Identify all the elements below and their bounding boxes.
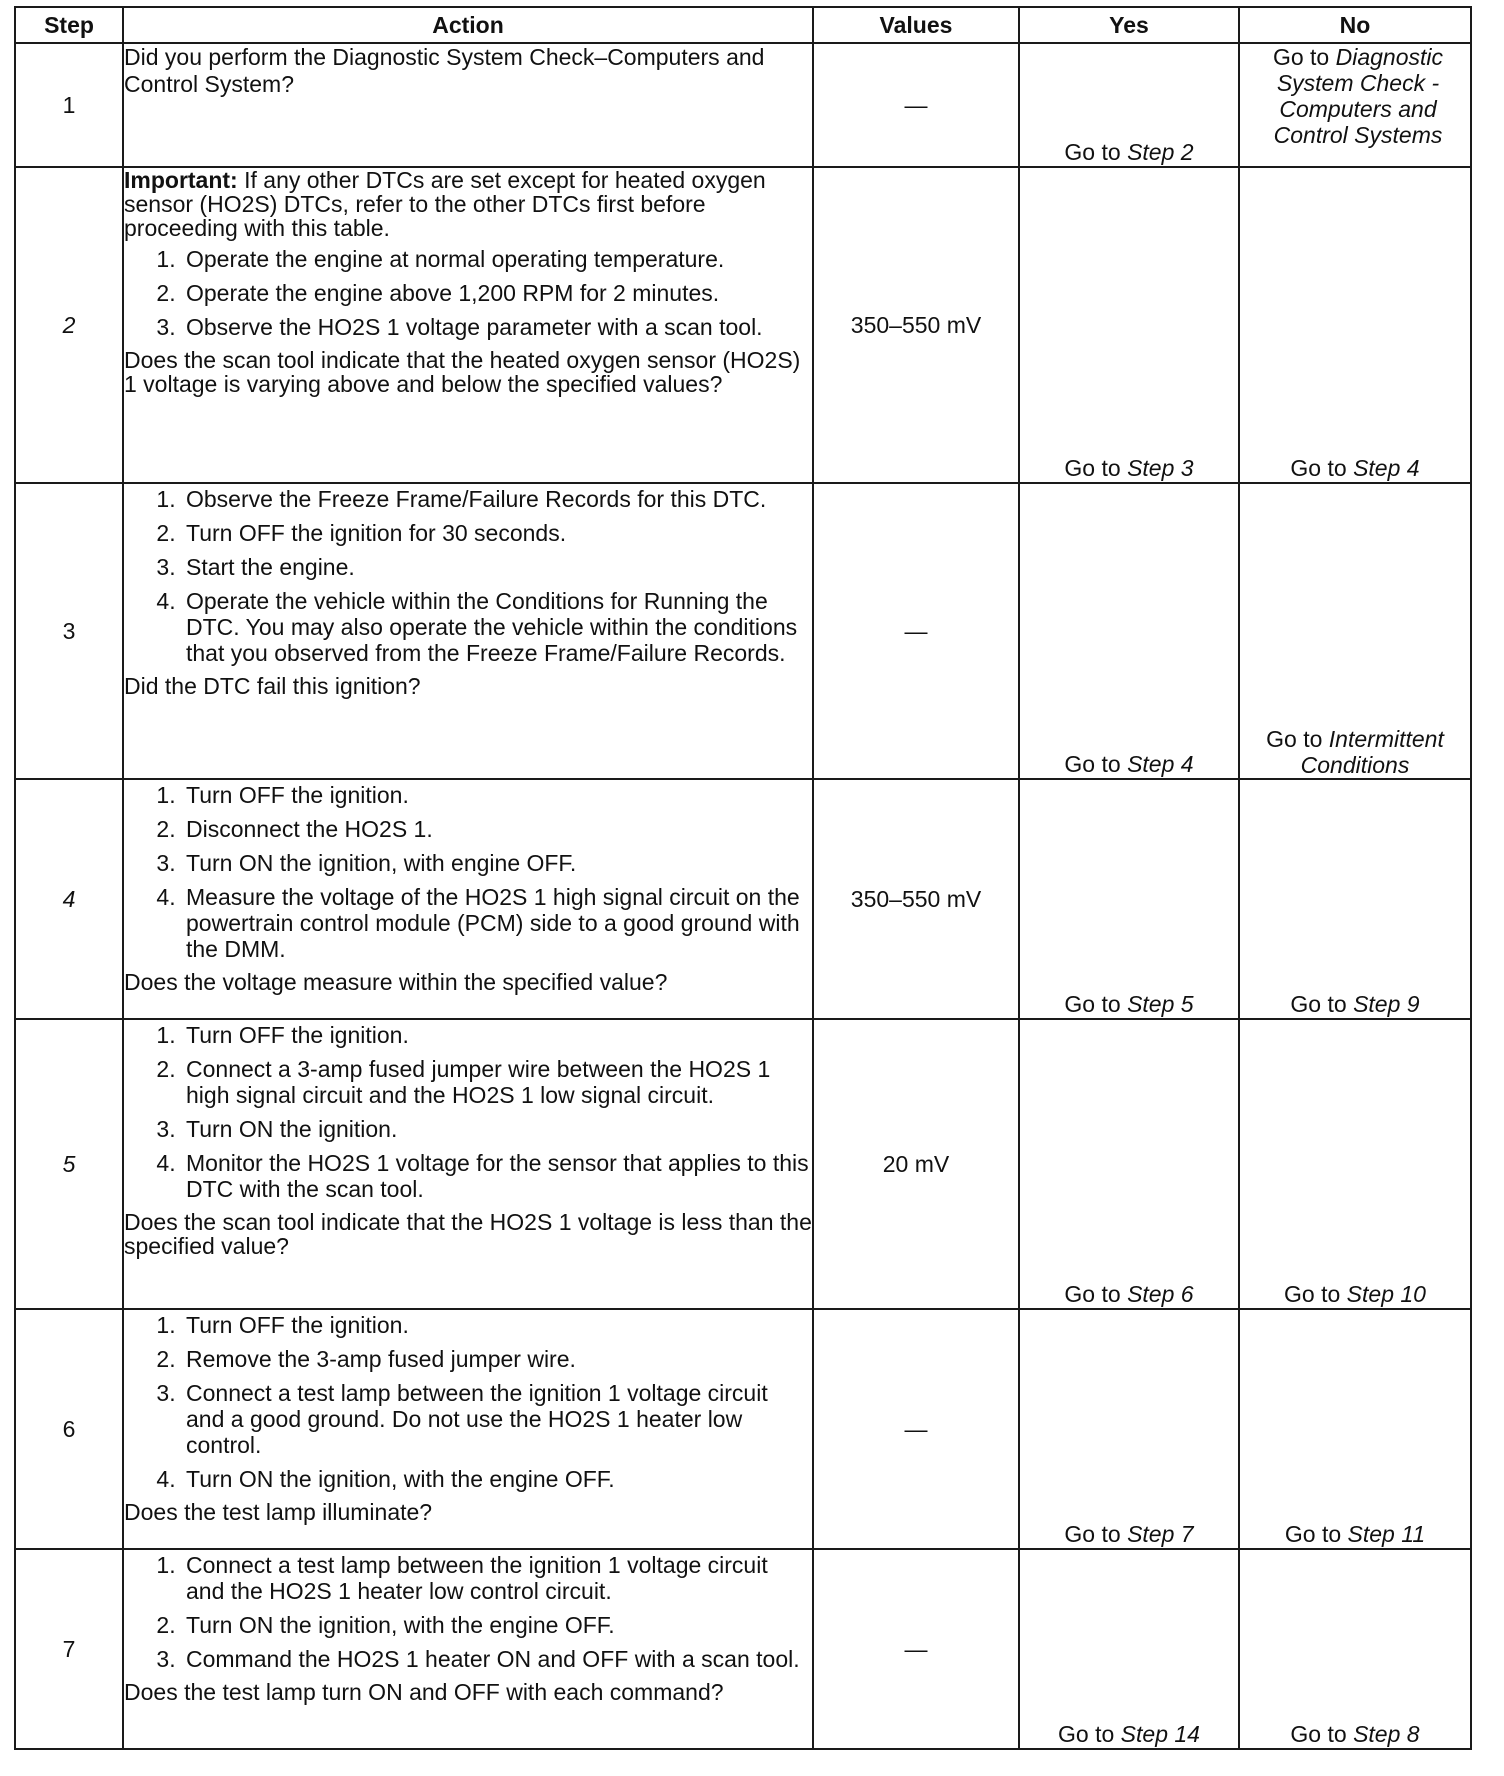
yes-prefix: Go to	[1064, 455, 1128, 481]
no-target-link[interactable]: Step 8	[1353, 1721, 1420, 1747]
yes-prefix: Go to	[1058, 1721, 1121, 1747]
list-item: 1. Turn OFF the ignition.	[182, 1312, 812, 1338]
action-cell	[123, 43, 813, 167]
question-text: Does the test lamp turn ON and OFF with each command?	[124, 1679, 724, 1705]
yes-target-link[interactable]: Step 5	[1127, 991, 1194, 1017]
no-cell	[1239, 43, 1471, 167]
yes-target-link[interactable]: Step 6	[1127, 1281, 1194, 1307]
header-step: Step	[15, 7, 123, 43]
list-item: 2. Turn ON the ignition, with the engine OFF.	[182, 1612, 812, 1638]
header-yes: Yes	[1019, 7, 1239, 43]
header-row	[15, 7, 1471, 43]
no-cell	[1239, 167, 1471, 483]
yes-prefix: Go to	[1064, 991, 1128, 1017]
question-text: Does the voltage measure within the specified value?	[124, 969, 668, 995]
question-text: Does the scan tool indicate that the heated oxygen sensor (HO2S) 1 voltage is varying above and below the specified values?	[124, 347, 801, 397]
step-number: 6	[15, 1309, 123, 1549]
question-text: Did the DTC fail this ignition?	[124, 673, 421, 699]
yes-cell	[1019, 167, 1239, 483]
important-note	[124, 168, 812, 240]
no-cell	[1239, 1549, 1471, 1749]
list-item: 4. Operate the vehicle within the Conditions for Running the DTC. You may also operate the vehicle within the conditions that you observed from the Freeze Frame/Failure Records.	[182, 588, 812, 666]
action-cell	[123, 167, 813, 483]
value-cell: —	[813, 1309, 1019, 1549]
yes-target-link[interactable]: Step 2	[1127, 139, 1194, 165]
table-row	[15, 1019, 1471, 1309]
no-cell	[1239, 483, 1471, 779]
no-target-link[interactable]: Intermittent Conditions	[1300, 726, 1444, 778]
value-cell: 20 mV	[813, 1019, 1019, 1309]
table-row	[15, 1309, 1471, 1549]
list-item: 3. Observe the HO2S 1 voltage parameter with a scan tool.	[182, 314, 812, 340]
no-prefix: Go to	[1284, 1281, 1347, 1307]
header-values: Values	[813, 7, 1019, 43]
procedure-list	[124, 246, 812, 340]
table-row	[15, 779, 1471, 1019]
list-item: 3. Turn ON the ignition, with engine OFF.	[182, 850, 812, 876]
list-item: 2. Connect a 3-amp fused jumper wire between the HO2S 1 high signal circuit and the HO2S 1 low signal circuit.	[182, 1056, 812, 1108]
step-number: 3	[15, 483, 123, 779]
table-row	[15, 483, 1471, 779]
action-cell	[123, 779, 813, 1019]
step-number: 1	[15, 43, 123, 167]
yes-cell	[1019, 1019, 1239, 1309]
procedure-list	[124, 486, 812, 666]
important-label: Important:	[124, 167, 238, 193]
header-action: Action	[123, 7, 813, 43]
no-prefix: Go to	[1266, 726, 1329, 752]
procedure-list	[124, 1022, 812, 1202]
no-cell	[1239, 1019, 1471, 1309]
list-item: 1. Connect a test lamp between the ignition 1 voltage circuit and the HO2S 1 heater low control circuit.	[182, 1552, 812, 1604]
no-prefix: Go to	[1272, 44, 1336, 70]
action-cell	[123, 1309, 813, 1549]
no-target-link[interactable]: Step 11	[1347, 1521, 1426, 1547]
question-text: Does the test lamp illuminate?	[124, 1499, 433, 1525]
no-prefix: Go to	[1290, 1721, 1354, 1747]
table-row	[15, 1549, 1471, 1749]
yes-prefix: Go to	[1064, 1281, 1128, 1307]
table-row	[15, 167, 1471, 483]
list-item: 2. Disconnect the HO2S 1.	[182, 816, 812, 842]
no-prefix: Go to	[1290, 455, 1354, 481]
list-item: 3. Connect a test lamp between the ignition 1 voltage circuit and a good ground. Do not use the HO2S 1 heater low control.	[182, 1380, 812, 1458]
yes-prefix: Go to	[1064, 751, 1128, 777]
header-no: No	[1239, 7, 1471, 43]
action-cell	[123, 1019, 813, 1309]
question-text: Does the scan tool indicate that the HO2S 1 voltage is less than the specified value?	[124, 1209, 812, 1259]
diagnostic-table	[14, 6, 1472, 1750]
step-number: 7	[15, 1549, 123, 1749]
step-number: 2	[15, 167, 123, 483]
no-cell	[1239, 779, 1471, 1019]
yes-prefix: Go to	[1064, 1521, 1128, 1547]
list-item: 3. Start the engine.	[182, 554, 812, 580]
list-item: 4. Measure the voltage of the HO2S 1 high signal circuit on the powertrain control module (PCM) side to a good ground with the DMM.	[182, 884, 812, 962]
action-text: Did you perform the Diagnostic System Check–Computers and Control System?	[124, 44, 765, 97]
list-item: 2. Turn OFF the ignition for 30 seconds.	[182, 520, 812, 546]
value-cell: 350–550 mV	[813, 779, 1019, 1019]
no-target-link[interactable]: Step 4	[1353, 455, 1420, 481]
list-item: 1. Turn OFF the ignition.	[182, 782, 812, 808]
yes-target-link[interactable]: Step 3	[1127, 455, 1194, 481]
procedure-list	[124, 1552, 812, 1672]
list-item: 2. Remove the 3-amp fused jumper wire.	[182, 1346, 812, 1372]
yes-target-link[interactable]: Step 14	[1120, 1721, 1200, 1747]
table-row	[15, 43, 1471, 167]
step-number: 4	[15, 779, 123, 1019]
list-item: 3. Command the HO2S 1 heater ON and OFF with a scan tool.	[182, 1646, 812, 1672]
no-target-link[interactable]: Step 10	[1346, 1281, 1426, 1307]
list-item: 3. Turn ON the ignition.	[182, 1116, 812, 1142]
no-prefix: Go to	[1284, 1521, 1348, 1547]
important-text: If any other DTCs are set except for heated oxygen sensor (HO2S) DTCs, refer to the other DTCs first before proceeding with this table.	[124, 167, 766, 241]
yes-cell	[1019, 483, 1239, 779]
value-cell: —	[813, 1549, 1019, 1749]
yes-cell	[1019, 43, 1239, 167]
value-cell: —	[813, 483, 1019, 779]
value-cell: 350–550 mV	[813, 167, 1019, 483]
list-item: 1. Observe the Freeze Frame/Failure Records for this DTC.	[182, 486, 812, 512]
value-cell: —	[813, 43, 1019, 167]
yes-target-link[interactable]: Step 4	[1127, 751, 1194, 777]
list-item: 4. Monitor the HO2S 1 voltage for the sensor that applies to this DTC with the scan tool.	[182, 1150, 812, 1202]
list-item: 1. Operate the engine at normal operating temperature.	[182, 246, 812, 272]
list-item: 2. Operate the engine above 1,200 RPM for 2 minutes.	[182, 280, 812, 306]
procedure-list	[124, 1312, 812, 1492]
no-target-link[interactable]: Diagnostic System Check - Computers and Control Systems	[1273, 44, 1444, 148]
procedure-list	[124, 782, 812, 962]
action-cell	[123, 483, 813, 779]
yes-cell	[1019, 1549, 1239, 1749]
yes-prefix: Go to	[1064, 139, 1128, 165]
no-cell	[1239, 1309, 1471, 1549]
yes-cell	[1019, 779, 1239, 1019]
no-prefix: Go to	[1290, 991, 1354, 1017]
list-item: 1. Turn OFF the ignition.	[182, 1022, 812, 1048]
yes-cell	[1019, 1309, 1239, 1549]
action-cell	[123, 1549, 813, 1749]
yes-target-link[interactable]: Step 7	[1127, 1521, 1194, 1547]
step-number: 5	[15, 1019, 123, 1309]
no-target-link[interactable]: Step 9	[1353, 991, 1420, 1017]
list-item: 4. Turn ON the ignition, with the engine OFF.	[182, 1466, 812, 1492]
